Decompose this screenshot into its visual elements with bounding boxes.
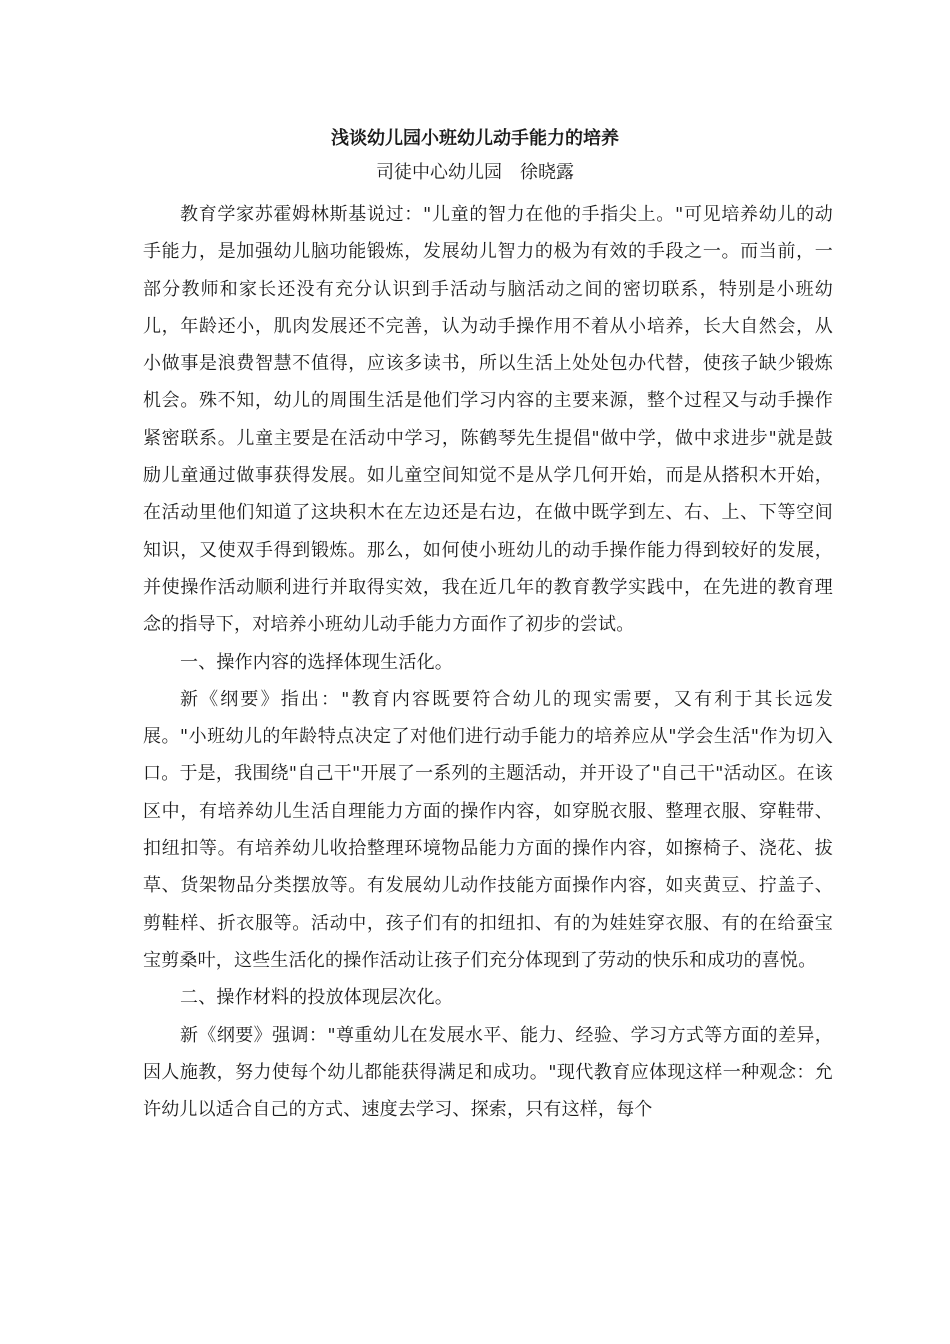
section-heading-1: 一、操作内容的选择体现生活化。 [180, 651, 453, 673]
document-author: 司徒中心幼儿园 徐晓露 [376, 162, 574, 183]
section-heading-2: 二、操作材料的投放体现层次化。 [180, 987, 453, 1009]
paragraph-section-1: 新《纲要》指出："教育内容既要符合幼儿的现实需要，又有利于其长远发展。"小班幼儿的年龄特点决定了对他们进行动手能力的培养应从"学会生活"作为切入口。于是，我围绕"自己干"开展了一系列的主题活动，并开设了"自己干"活动区。在该区中，有培养幼儿生活自理能力方面的操作内容，如穿脱衣服、整理衣服、穿鞋带、扣纽扣等。有培养幼儿收拾整理环境物品能力方面的操作内容，如擦椅子、浇花、拔草、货架物品分类摆放等。有发展幼儿动作技能方面操作内容，如夹黄豆、拧盖子、剪鞋样、折衣服等。活动中，孩子们有的扣纽扣、有的为娃娃穿衣服、有的在给蚕宝宝剪桑叶，这些生活化的操作活动让孩子们充分体现到了劳动的快乐和成功的喜悦。 [143, 688, 833, 971]
document-title: 浅谈幼儿园小班幼儿动手能力的培养 [331, 128, 619, 149]
document-body [143, 196, 833, 1128]
paragraph-section-2: 新《纲要》强调："尊重幼儿在发展水平、能力、经验、学习方式等方面的差异，因人施教，努力使每个幼儿都能获得满足和成功。"现代教育应体现这样一种观念：允许幼儿以适合自己的方式、速度去学习、探索，只有这样，每个 [143, 1024, 833, 1121]
paragraph-intro: 教育学家苏霍姆林斯基说过："儿童的智力在他的手指尖上。"可见培养幼儿的动手能力，是加强幼儿脑功能锻炼，发展幼儿智力的极为有效的手段之一。而当前，一部分教师和家长还没有充分认识到手活动与脑活动之间的密切联系，特别是小班幼儿，年龄还小，肌肉发展还不完善，认为动手操作用不着从小培养，长大自然会，从小做事是浪费智慧不值得，应该多读书，所以生活上处处包办代替，使孩子缺少锻炼机会。殊不知，幼儿的周围生活是他们学习内容的主要来源，整个过程又与动手操作紧密联系。儿童主要是在活动中学习，陈鹤琴先生提倡"做中学，做中求进步"就是鼓励儿童通过做事获得发展。如儿童空间知觉不是从学几何开始，而是从搭积木开始，在活动里他们知道了这块积木在左边还是右边，在做中既学到左、右、上、下等空间知识，又使双手得到锻炼。那么，如何使小班幼儿的动手操作能力得到较好的发展，并使操作活动顺利进行并取得实效，我在近几年的教育教学实践中，在先进的教育理念的指导下，对培养小班幼儿动手能力方面作了初步的尝试。 [143, 204, 833, 636]
